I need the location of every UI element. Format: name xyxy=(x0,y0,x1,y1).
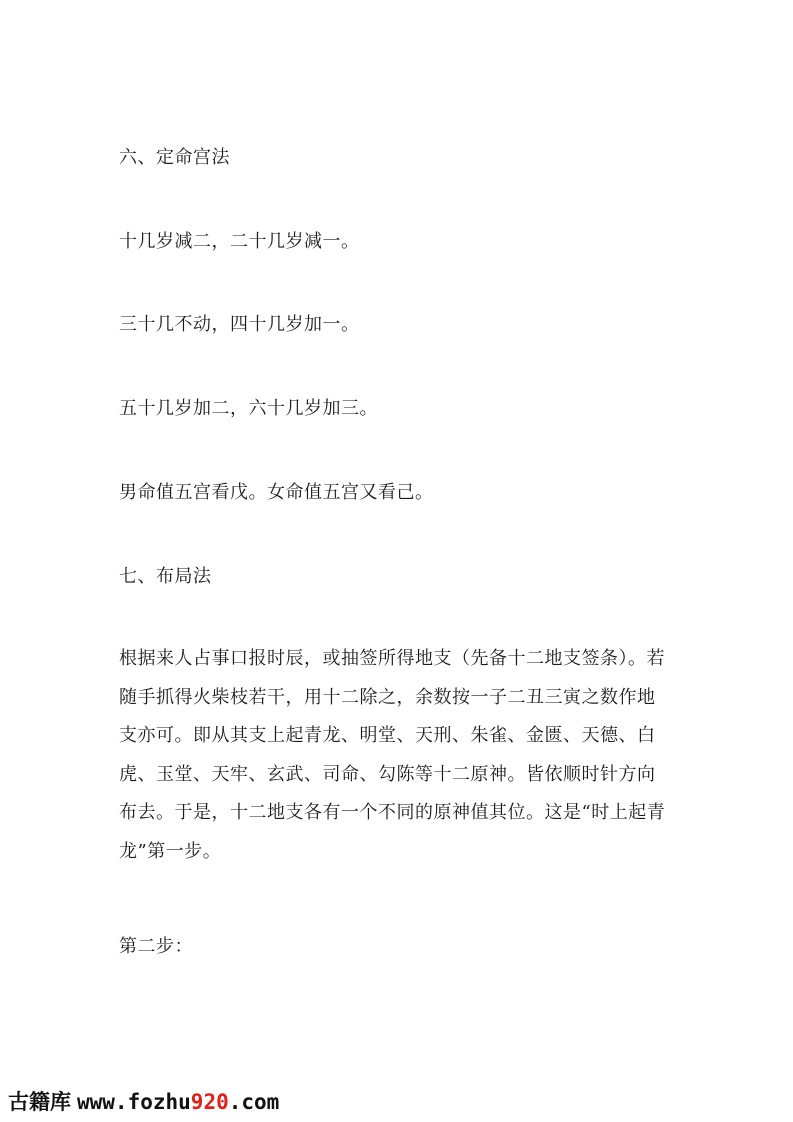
section-heading-six: 六、定命宫法 xyxy=(119,147,230,168)
text-line: 三十几不动，四十几岁加一。 xyxy=(119,314,360,335)
url-prefix: www.fozhu xyxy=(77,1090,191,1114)
text-line: 男命值五宫看戊。女命值五宫又看己。 xyxy=(119,482,434,503)
text-line: 十几岁减二，二十几岁减一。 xyxy=(119,231,360,252)
section-heading-seven: 七、布局法 xyxy=(119,566,212,587)
paragraph-line: 根据来人占事口报时辰，或抽签所得地支（先备十二地支签条）。若 xyxy=(119,648,665,669)
paragraph-line: 布去。于是，十二地支各有一个不同的原神值其位。这是“时上起青 xyxy=(119,802,666,823)
url-highlight: 920 xyxy=(190,1090,229,1114)
paragraph-line: 虎、玉堂、天牢、玄武、司命、勾陈等十二原神。皆依顺时针方向 xyxy=(119,763,656,785)
site-brand: 古籍库 xyxy=(8,1090,71,1114)
url-suffix: .com xyxy=(228,1090,280,1114)
paragraph-line: 支亦可。即从其支上起青龙、明堂、天刑、朱雀、金匮、天德、白 xyxy=(119,725,656,746)
paragraph-line: 随手抓得火柴枝若干，用十二除之，余数按一子二丑三寅之数作地 xyxy=(119,686,656,708)
text-line: 五十几岁加二，六十几岁加三。 xyxy=(119,398,378,419)
paragraph-line: 龙”第一步。 xyxy=(119,840,222,862)
site-url[interactable] xyxy=(77,1090,279,1114)
body-paragraph xyxy=(119,640,679,871)
watermark-footer xyxy=(8,1088,279,1116)
text-line: 第二步： xyxy=(119,936,193,957)
